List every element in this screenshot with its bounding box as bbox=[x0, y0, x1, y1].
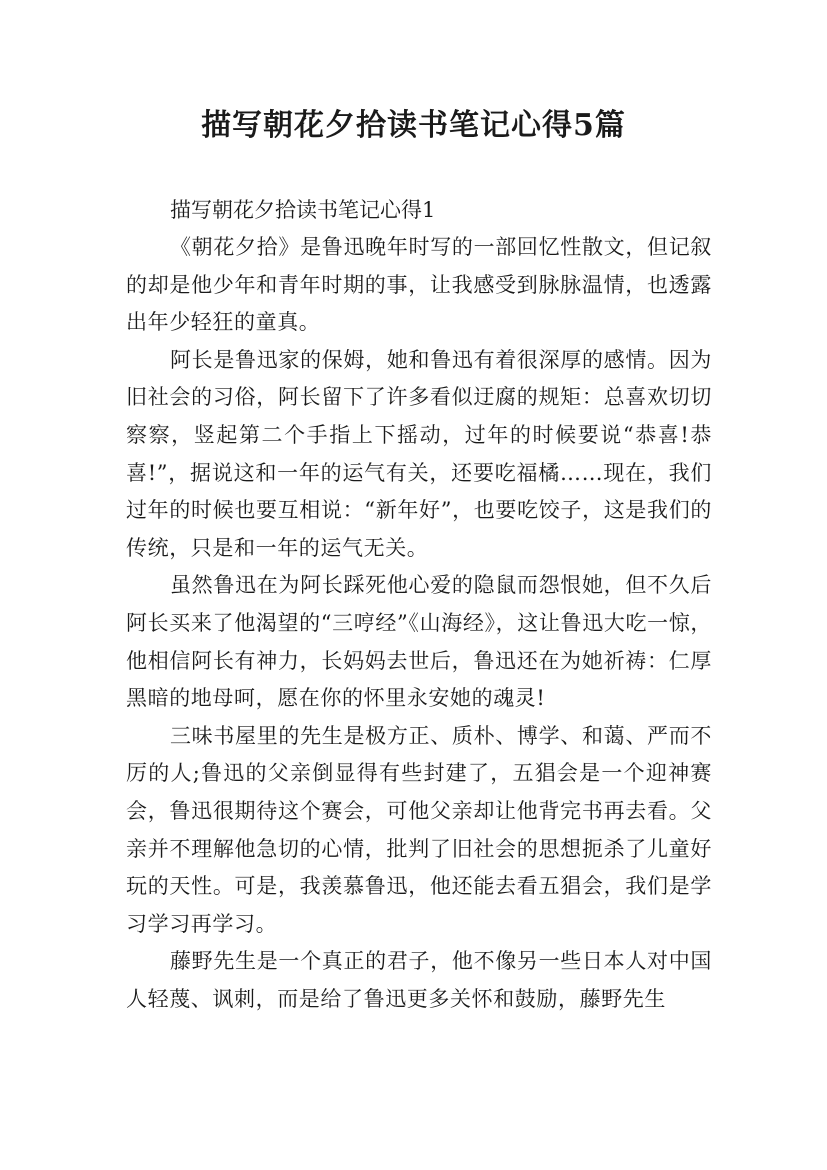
section-heading: 描写朝花夕拾读书笔记心得1 bbox=[170, 198, 436, 222]
paragraph-4: 三味书屋里的先生是极方正、质朴、博学、和蔼、严而不厉的人;鲁迅的父亲倒显得有些封建了，五猖会是一个迎神赛会，鲁迅很期待这个赛会，可他父亲却让他背完书再去看。父亲并不理解他急切的心情，批判了旧社会的思想扼杀了儿童好玩的天性。可是，我羡慕鲁迅，他还能去看五猖会，我们是学习学习再学习。 bbox=[126, 723, 712, 936]
paragraph-1: 《朝花夕拾》是鲁迅晚年时写的一部回忆性散文，但记叙的却是他少年和青年时期的事，让我感受到脉脉温情，也透露出年少轻狂的童真。 bbox=[126, 235, 712, 335]
paragraph-2: 阿长是鲁迅家的保姆，她和鲁迅有着很深厚的感情。因为旧社会的习俗，阿长留下了许多看似迂腐的规矩：总喜欢切切察察，竖起第二个手指上下摇动，过年的时候要说“恭喜!恭喜!”，据说这和一年的运气有关，还要吃福橘……现在，我们过年的时候也要互相说：“新年好”，也要吃饺子，这是我们的传统，只是和一年的运气无关。 bbox=[126, 347, 712, 560]
document-body bbox=[126, 192, 712, 1018]
paragraph-3: 虽然鲁迅在为阿长踩死他心爱的隐鼠而怨恨她，但不久后阿长买来了他渴望的“三哼经”《山海经》，这让鲁迅大吃一惊，他相信阿长有神力，长妈妈去世后，鲁迅还在为她祈祷：仁厚黑暗的地母呵，愿在你的怀里永安她的魂灵! bbox=[126, 573, 712, 711]
paragraph-5: 藤野先生是一个真正的君子，他不像另一些日本人对中国人轻蔑、讽刺，而是给了鲁迅更多关怀和鼓励，藤野先生 bbox=[126, 949, 712, 1011]
document-title: 描写朝花夕拾读书笔记心得5篇 bbox=[201, 108, 626, 143]
